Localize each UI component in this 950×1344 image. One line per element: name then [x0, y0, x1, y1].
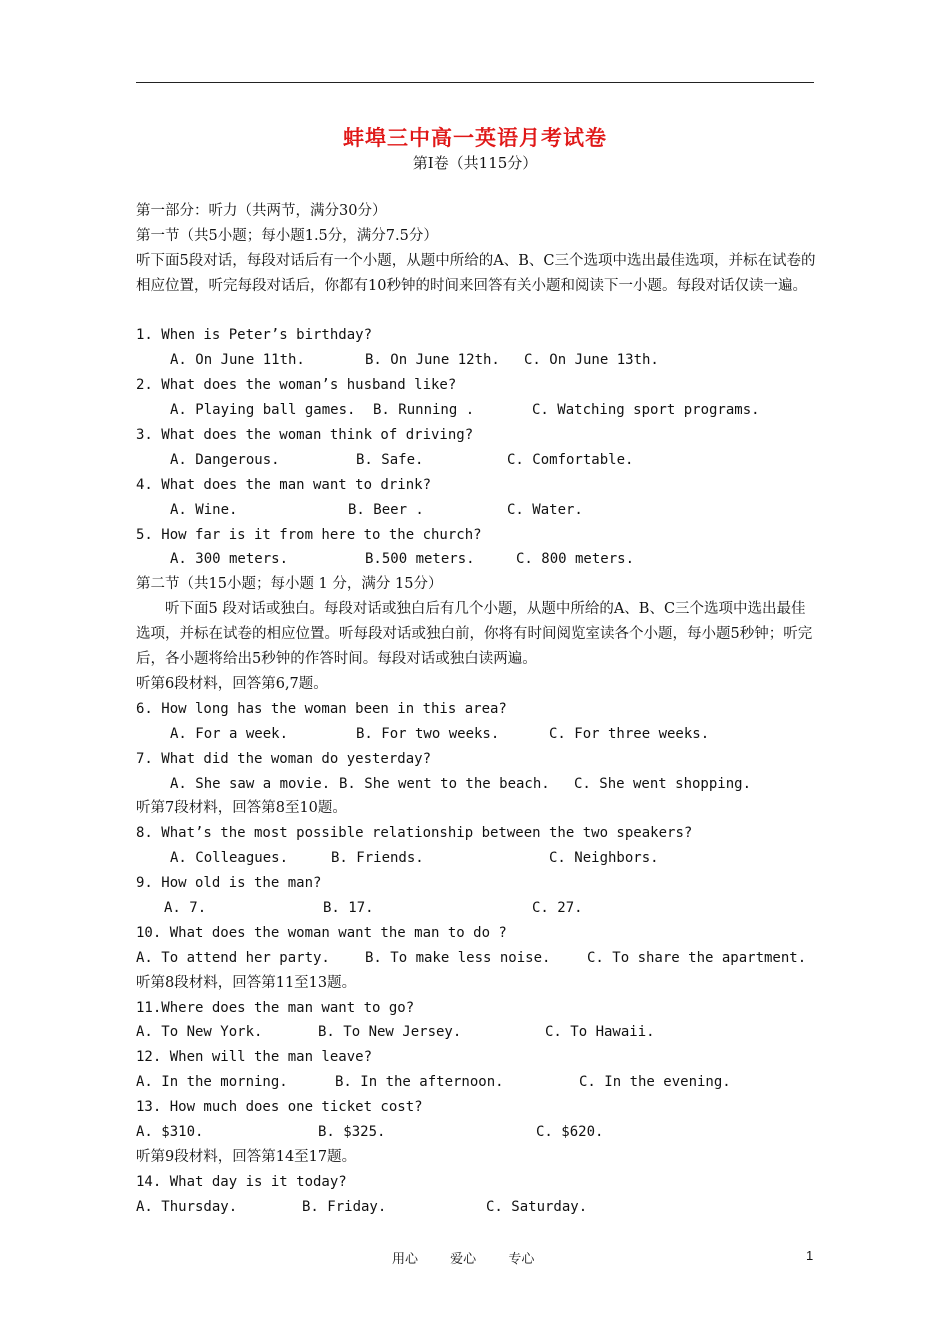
option-b: B. Friends.	[331, 850, 424, 867]
option-a: A. For a week.	[170, 725, 289, 742]
question-10: 10. What does the woman want the man to do ?	[136, 924, 507, 941]
options-9	[136, 896, 816, 921]
options-7	[136, 772, 816, 797]
question-5: 5. How far is it from here to the church?	[136, 526, 482, 543]
option-a: A. 7.	[164, 899, 207, 916]
option-b: B. Friday.	[302, 1198, 387, 1215]
header-rule	[136, 82, 814, 83]
option-c: C. In the evening.	[579, 1074, 731, 1091]
option-c: C. 800 meters.	[516, 551, 635, 568]
options-13	[136, 1120, 816, 1145]
option-c: C. 27.	[532, 899, 583, 916]
option-b: B. She went to the beach.	[339, 775, 550, 792]
question-1: 1. When is Peter’s birthday?	[136, 327, 373, 344]
question-8: 8. What’s the most possible relationship between the two speakers?	[136, 825, 693, 842]
option-a: A. Wine.	[170, 501, 238, 518]
option-c: C. She went shopping.	[574, 775, 752, 792]
option-c: C. Neighbors.	[549, 850, 659, 867]
material-heading: 听第8段材料，回答第11至13题。	[136, 974, 357, 991]
option-c: C. To share the apartment.	[587, 949, 807, 966]
option-a: A. To New York.	[136, 1024, 263, 1041]
question-2: 2. What does the woman’s husband like?	[136, 377, 457, 394]
options-14	[136, 1195, 816, 1220]
exam-subtitle: 第Ⅰ卷（共115分）	[412, 154, 538, 172]
option-b: B.500 meters.	[365, 551, 475, 568]
question-13: 13. How much does one ticket cost?	[136, 1099, 423, 1116]
option-c: C. Water.	[507, 501, 583, 518]
option-b: B. On June 12th.	[365, 352, 500, 369]
option-a: A. In the morning.	[136, 1074, 288, 1091]
material-heading: 听第7段材料，回答第8至10题。	[136, 800, 347, 817]
exam-title: 蚌埠三中高一英语月考试卷	[343, 126, 607, 150]
option-a: A. Dangerous.	[170, 451, 280, 468]
option-c: C. Comfortable.	[507, 451, 634, 468]
option-a: A. Colleagues.	[170, 850, 289, 867]
option-a: A. 300 meters.	[170, 551, 289, 568]
question-14: 14. What day is it today?	[136, 1173, 347, 1190]
page-number: 1	[806, 1248, 814, 1263]
option-c: C. To Hawaii.	[545, 1024, 655, 1041]
options-10	[136, 946, 816, 971]
option-b: B. For two weeks.	[356, 725, 500, 742]
option-c: C. For three weeks.	[549, 725, 710, 742]
options-4	[136, 498, 816, 523]
option-a: A. Playing ball games.	[170, 402, 356, 419]
option-a: A. Thursday.	[136, 1198, 238, 1215]
question-3: 3. What does the woman think of driving?	[136, 427, 474, 444]
option-b: B. $325.	[318, 1123, 386, 1140]
option-a: A. She saw a movie.	[170, 775, 331, 792]
option-a: A. $310.	[136, 1123, 204, 1140]
option-a: A. To attend her party.	[136, 949, 330, 966]
section-heading: 第二节（共15小题；每小题 1 分，满分 15分）	[136, 576, 443, 593]
option-c: C. Watching sport programs.	[532, 402, 760, 419]
footer-word: 爱心	[450, 1252, 477, 1267]
option-b: B. In the afternoon.	[335, 1074, 504, 1091]
option-b: B. To make less noise.	[365, 949, 551, 966]
options-2	[136, 398, 816, 423]
footer-word: 用心	[392, 1252, 419, 1267]
question-11: 11.Where does the man want to go?	[136, 999, 415, 1016]
option-c: C. $620.	[536, 1123, 604, 1140]
material-heading: 听第9段材料，回答第14至17题。	[136, 1148, 357, 1165]
options-5	[136, 547, 816, 572]
question-12: 12. When will the man leave?	[136, 1049, 373, 1066]
instructions: 听下面5段对话，每段对话后有一个小题，从题中所给的A、B、C三个选项中选出最佳选项，并标在试卷的相应位置，听完每段对话后，你都有10秒钟的时间来回答有关小题和阅读下一小题。每段对话仅读一遍。	[136, 252, 816, 294]
option-b: B. To New Jersey.	[318, 1024, 462, 1041]
options-11	[136, 1020, 816, 1045]
options-8	[136, 846, 816, 871]
option-b: B. Running .	[373, 402, 475, 419]
section-heading: 第一节（共5小题；每小题1.5分，满分7.5分）	[136, 227, 438, 244]
exam-content	[136, 199, 816, 1220]
option-a: A. On June 11th.	[170, 352, 305, 369]
options-3	[136, 448, 816, 473]
option-c: C. Saturday.	[486, 1198, 588, 1215]
material-heading: 听第6段材料，回答第6,7题。	[136, 675, 328, 692]
part-heading: 第一部分：听力（共两节，满分30分）	[136, 203, 387, 219]
options-6	[136, 722, 816, 747]
option-b: B. 17.	[323, 899, 374, 916]
question-6: 6. How long has the woman been in this area?	[136, 700, 507, 717]
option-c: C. On June 13th.	[524, 352, 659, 369]
footer-motto	[392, 1248, 562, 1267]
option-b: B. Safe.	[356, 451, 424, 468]
footer-word: 专心	[508, 1252, 535, 1267]
question-4: 4. What does the man want to drink?	[136, 476, 432, 493]
question-9: 9. How old is the man?	[136, 875, 322, 892]
options-1	[136, 348, 816, 373]
instructions: 听下面5 段对话或独白。每段对话或独白后有几个小题，从题中所给的A、B、C三个选项中选出最佳选项，并标在试卷的相应位置。听每段对话或独白前，你将有时间阅览室读各个小题，每小题5秒钟；听完后，各小题将给出5秒钟的作答时间。每段对话或独白读两遍。	[136, 601, 813, 668]
option-b: B. Beer .	[348, 501, 424, 518]
question-7: 7. What did the woman do yesterday?	[136, 750, 432, 767]
options-12	[136, 1070, 816, 1095]
